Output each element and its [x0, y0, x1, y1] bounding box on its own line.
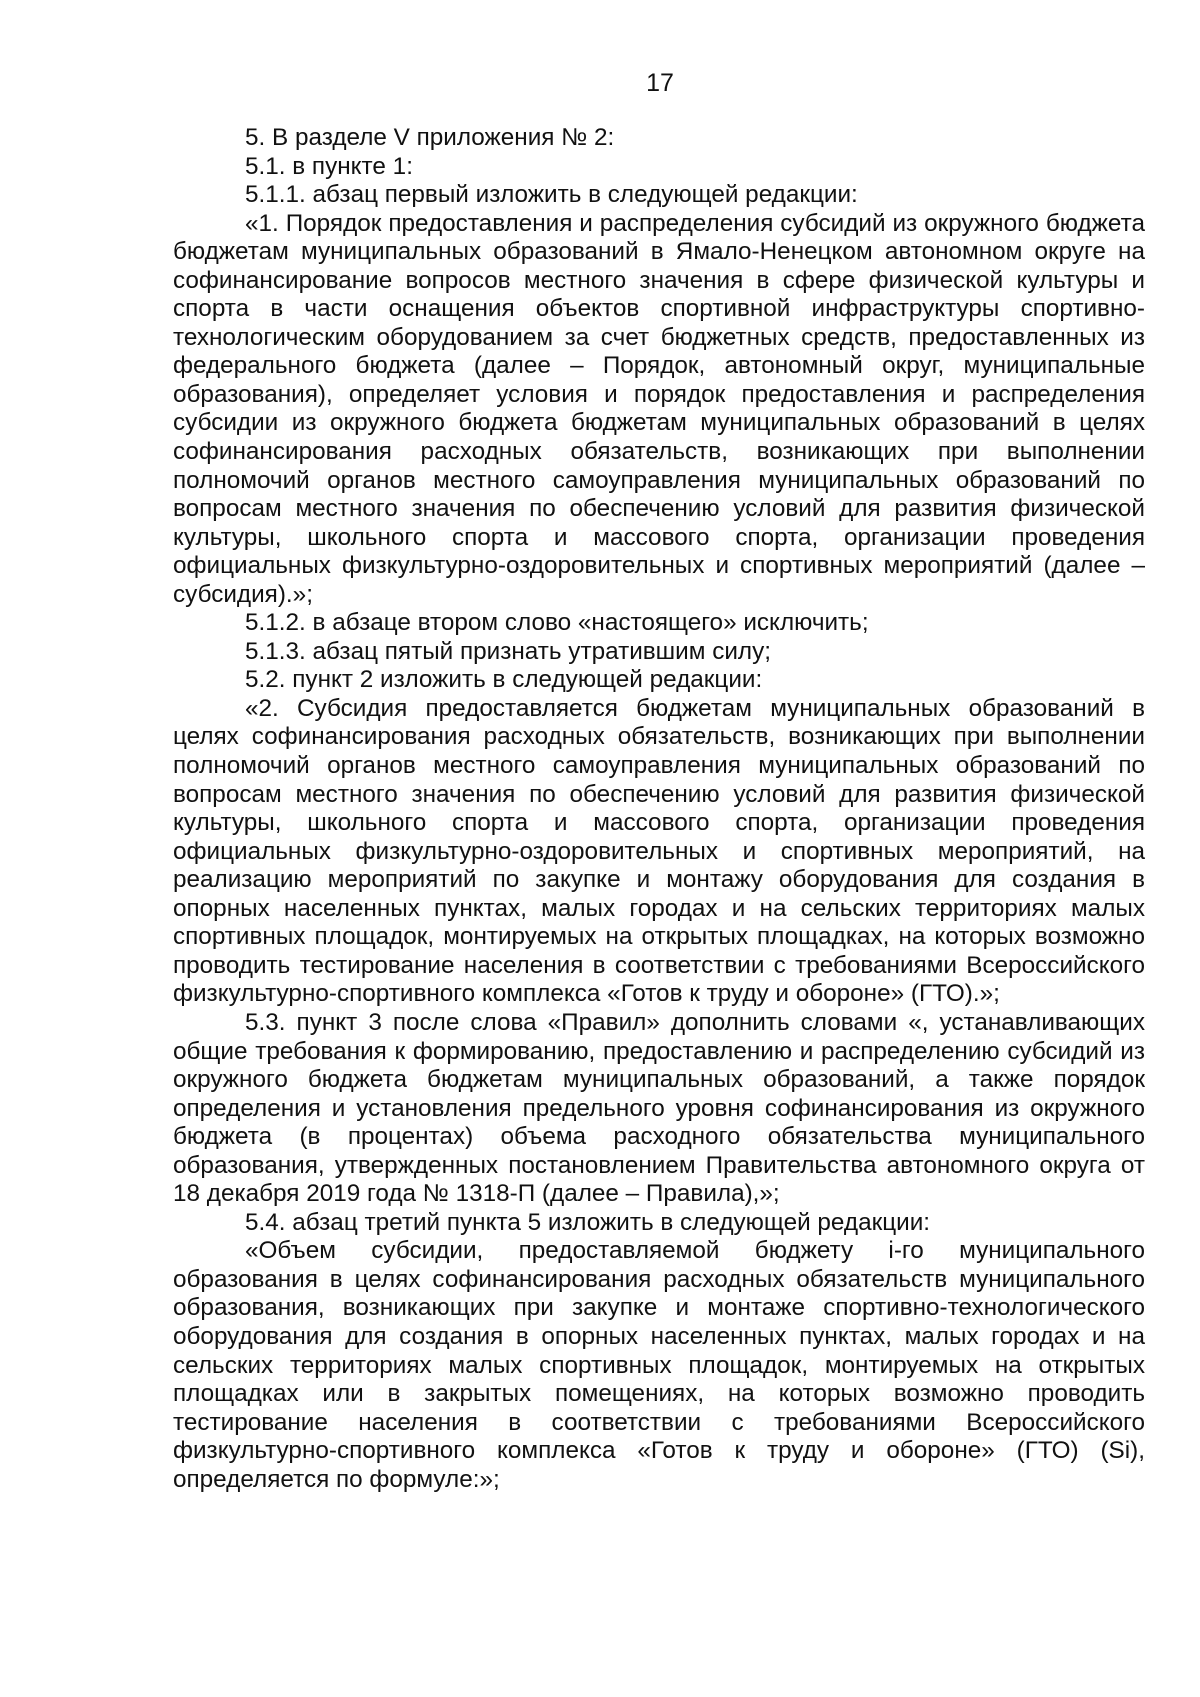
paragraph-section-5: 5. В разделе V приложения № 2: — [245, 124, 615, 151]
paragraph-5-1-1: 5.1.1. абзац первый изложить в следующей редакции: — [245, 181, 858, 209]
document-body — [173, 124, 1145, 1494]
paragraph-5-3: 5.3. пункт 3 после слова «Правил» дополнить словами «, устанавливающих общие требования к формированию, предоставлению и распределению субсидий из окружного бюджета бюджетам муниципальных образований, а также порядок определения и установления предельного уровня софинансирования из окружного бюджета (в процентах) объема расходного обязательства муниципального образования, утвержденных постановлением Правительства автономного округа от 18 декабря 2019 года № 1318-П (далее – Правила),»; — [173, 1008, 1145, 1208]
page-number: 17 — [646, 69, 674, 97]
paragraph-5-4: 5.4. абзац третий пункта 5 изложить в следующей редакции: — [245, 1208, 931, 1236]
paragraph-point-1-text: «1. Порядок предоставления и распределения субсидий из окружного бюджета бюджетам муниципальных образований в Ямало-Ненецком автономном округе на софинансирование вопросов местного значения в сфере физической культуры и спорта в части оснащения объектов спортивной инфраструктуры спортивно-технологическим оборудованием за счет бюджетных средств, предоставленных из федерального бюджета (далее – Порядок, автономный округ, муниципальные образования), определяет условия и порядок предоставления и распределения субсидии из окружного бюджета бюджетам муниципальных образований в целях софинансирования расходных обязательств, возникающих при выполнении полномочий органов местного самоуправления муниципальных образований по вопросам местного значения по обеспечению условий для развития физической культуры, школьного спорта и массового спорта, организации проведения официальных физкультурно-оздоровительных и спортивных мероприятий (далее – субсидия).»; — [173, 209, 1145, 608]
paragraph-point-2-text: «2. Субсидия предоставляется бюджетам муниципальных образований в целях софинансирования расходных обязательств, возникающих при выполнении полномочий органов местного самоуправления муниципальных образований по вопросам местного значения по обеспечению условий для развития физической культуры, школьного спорта и массового спорта, организации проведения официальных физкультурно-оздоровительных и спортивных мероприятий, на реализацию мероприятий по закупке и монтажу оборудования для создания в опорных населенных пунктах, малых городах и на сельских территориях малых спортивных площадок, монтируемых на открытых площадках, на которых возможно проводить тестирование населения в соответствии с требованиями Всероссийского физкультурно-спортивного комплекса «Готов к труду и обороне» (ГТО).»; — [173, 694, 1145, 1008]
paragraph-5-1-3: 5.1.3. абзац пятый признать утратившим силу; — [245, 637, 771, 665]
paragraph-5-2: 5.2. пункт 2 изложить в следующей редакции: — [245, 666, 763, 694]
paragraph-subsidy-formula-intro: «Объем субсидии, предоставляемой бюджету i-го муниципального образования в целях софинансирования расходных обязательств муниципального образования, возникающих при закупке и монтаже спортивно-технологического оборудования для создания в опорных населенных пунктах, малых городах и на сельских территориях малых спортивных площадок, монтируемых на открытых площадках или в закрытых помещениях, на которых возможно проводить тестирование населения в соответствии с требованиями Всероссийского физкультурно-спортивного комплекса «Готов к труду и обороне» (ГТО) (Si), определяется по формуле:»; — [173, 1237, 1145, 1493]
paragraph-5-1-2: 5.1.2. в абзаце втором слово «настоящего» исключить; — [245, 609, 869, 637]
paragraph-5-1: 5.1. в пункте 1: — [245, 152, 413, 180]
